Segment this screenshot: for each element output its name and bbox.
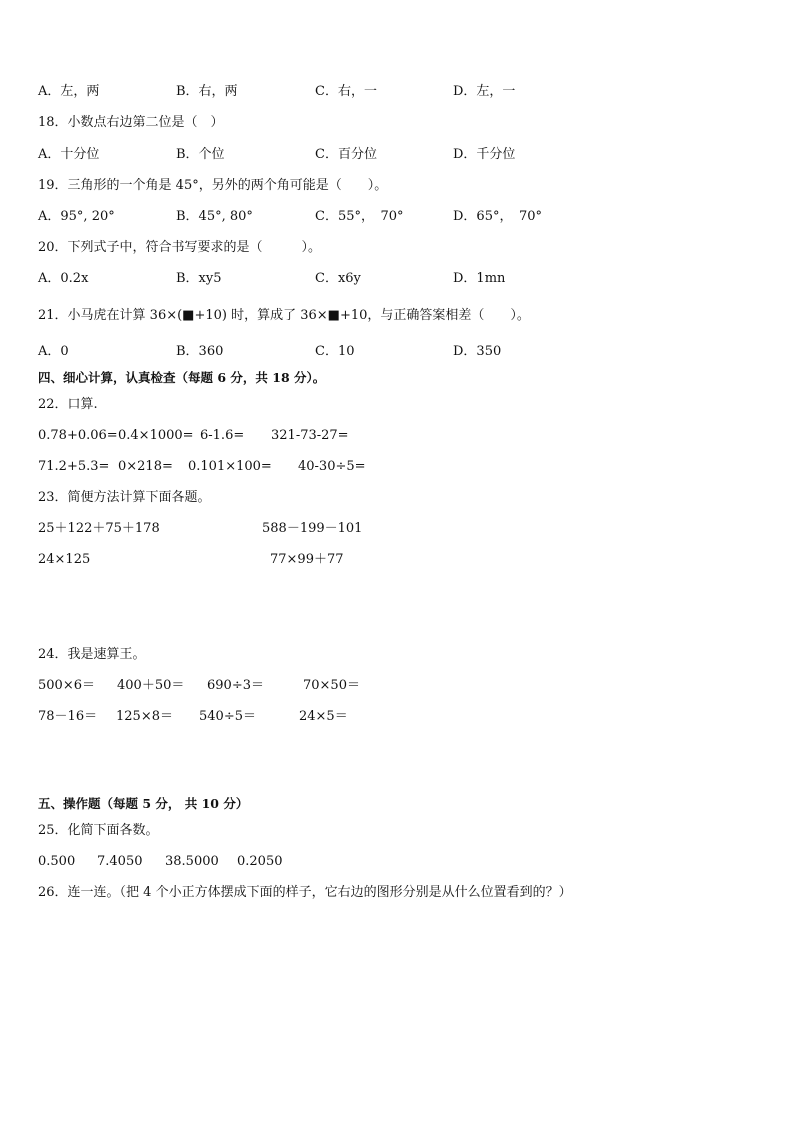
q23-expression: 25＋122＋75＋178	[38, 521, 160, 536]
q21-option-d: D．350	[453, 344, 502, 359]
q23-expression: 588－199－101	[262, 521, 363, 536]
q24-item: 70×50＝	[303, 678, 360, 693]
q23-expression: 77×99＋77	[270, 552, 344, 567]
q22-item: 71.2+5.3=	[38, 459, 110, 474]
q22-item: 0×218=	[118, 459, 173, 474]
q22-item: 0.101×100=	[188, 459, 272, 474]
q25-stem: 25．化简下面各数。	[38, 823, 159, 838]
q22-item: 6-1.6=	[200, 428, 245, 443]
q24-item: 540÷5＝	[199, 709, 256, 724]
q19-option-c: C．55°， 70°	[315, 209, 404, 224]
q25-number: 0.500	[38, 854, 76, 869]
q18-option-b: B．个位	[176, 147, 225, 162]
q24-item: 125×8＝	[116, 709, 173, 724]
q25-number: 38.5000	[165, 854, 219, 869]
q19-option-d: D．65°， 70°	[453, 209, 543, 224]
q22-item: 40-30÷5=	[298, 459, 366, 474]
q18-option-d: D．千分位	[453, 147, 516, 162]
q25-number: 0.2050	[237, 854, 283, 869]
q20-option-b: B．xy5	[176, 271, 222, 286]
q17-option-c: C．右，一	[315, 84, 377, 99]
q18-stem: 18．小数点右边第二位是（ ）	[38, 115, 224, 130]
q20-stem: 20．下列式子中，符合书写要求的是（ ）。	[38, 240, 322, 255]
q25-number: 7.4050	[97, 854, 143, 869]
q21-option-c: C．10	[315, 344, 355, 359]
q22-item: 321-73-27=	[271, 428, 349, 443]
q19-stem: 19．三角形的一个角是 45°，另外的两个角可能是（ ）。	[38, 178, 388, 193]
q20-option-a: A．0.2x	[38, 271, 89, 286]
q18-option-c: C．百分位	[315, 147, 377, 162]
q17-option-a: A．左，两	[38, 84, 100, 99]
q23-expression: 24×125	[38, 552, 91, 567]
q26-stem: 26．连一连。（把 4 个小正方体摆成下面的样子，它右边的图形分别是从什么位置看到的？）	[38, 885, 572, 900]
q24-item: 690÷3＝	[207, 678, 264, 693]
q18-option-a: A．十分位	[38, 147, 100, 162]
q19-option-a: A．95°, 20°	[38, 209, 115, 224]
q21-option-a: A．0	[38, 344, 69, 359]
section-5-heading: 五、操作题（每题 5 分， 共 10 分）	[38, 796, 249, 811]
q24-stem: 24．我是速算王。	[38, 647, 146, 662]
q20-option-c: C．x6y	[315, 271, 361, 286]
q21-option-b: B．360	[176, 344, 224, 359]
q24-item: 78－16＝	[38, 709, 98, 724]
q20-option-d: D．1mn	[453, 271, 506, 286]
q17-option-d: D．左，一	[453, 84, 516, 99]
q19-option-b: B．45°, 80°	[176, 209, 253, 224]
q24-item: 24×5＝	[299, 709, 348, 724]
q22-stem: 22．口算.	[38, 397, 98, 412]
q23-stem: 23．简便方法计算下面各题。	[38, 490, 211, 505]
q21-stem: 21．小马虎在计算 36×(■+10) 时，算成了 36×■+10，与正确答案相差（ ）。	[38, 308, 530, 323]
section-4-heading: 四、细心计算，认真检查（每题 6 分，共 18 分）。	[38, 370, 326, 385]
q24-item: 400＋50＝	[117, 678, 185, 693]
q22-item: 0.4×1000=	[118, 428, 194, 443]
q24-item: 500×6＝	[38, 678, 95, 693]
q17-option-b: B．右，两	[176, 84, 238, 99]
q22-item: 0.78+0.06=	[38, 428, 118, 443]
